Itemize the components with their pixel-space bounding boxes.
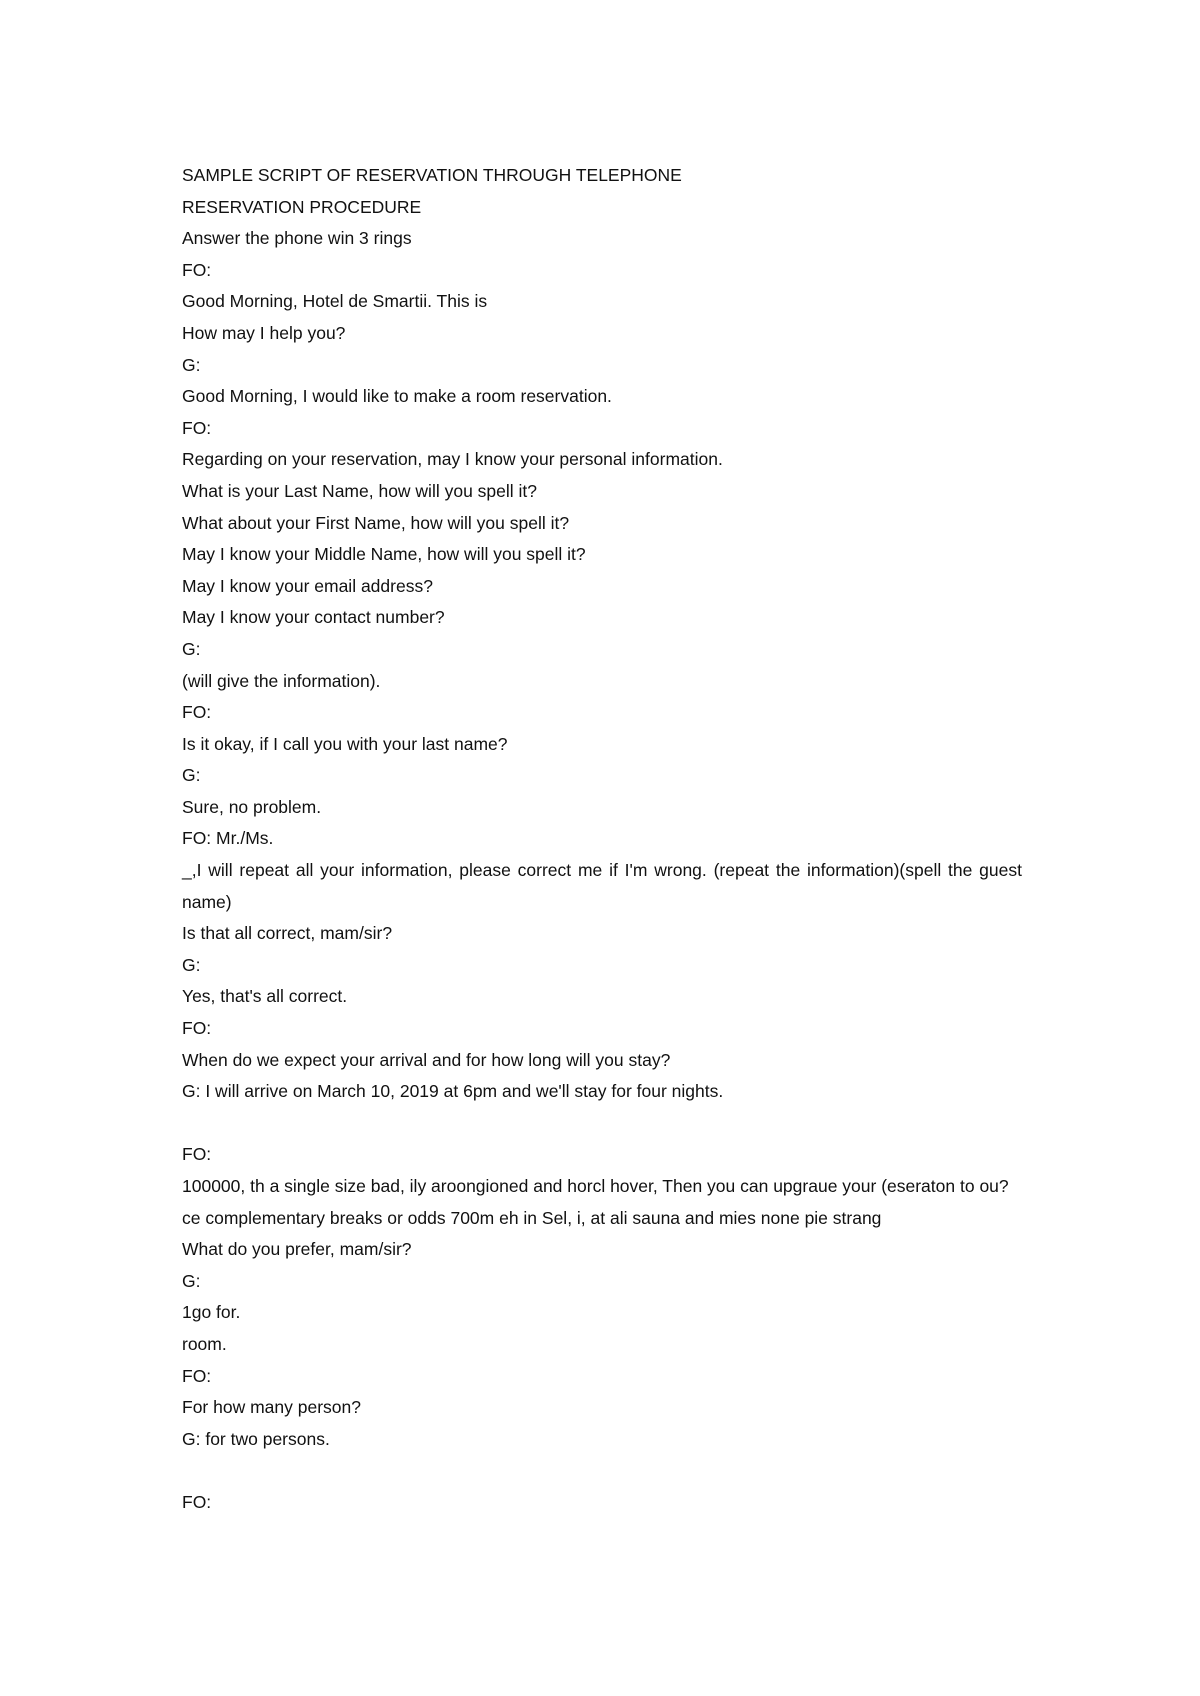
script-line: FO: [182, 1144, 212, 1165]
script-line: Answer the phone win 3 rings [182, 228, 412, 249]
script-line: What do you prefer, mam/sir? [182, 1239, 412, 1260]
script-line: G: [182, 354, 201, 375]
script-line: G: I will arrive on March 10, 2019 at 6pm and we'll stay for four nights. [182, 1081, 724, 1102]
script-line: Is that all correct, mam/sir? [182, 923, 393, 944]
script-line: G: [182, 1270, 201, 1291]
script-line: Is it okay, if I call you with your last name? [182, 733, 508, 754]
script-line: What is your Last Name, how will you spell it? [182, 480, 537, 501]
script-line: room. [182, 1333, 227, 1354]
script-line: Good Morning, I would like to make a room reservation. [182, 386, 612, 407]
script-line: 1go for. [182, 1302, 241, 1323]
blank-line [182, 1455, 1022, 1487]
script-line: G: for two persons. [182, 1428, 330, 1449]
script-line: FO: [182, 259, 212, 280]
script-line: When do we expect your arrival and for how long will you stay? [182, 1049, 671, 1070]
script-line: G: [182, 638, 201, 659]
script-line: G: [182, 954, 201, 975]
script-line: FO: [182, 1491, 212, 1512]
blank-line [182, 1108, 1022, 1140]
script-line: What about your First Name, how will you spell it? [182, 512, 570, 533]
script-line: May I know your contact number? [182, 607, 445, 628]
script-line: SAMPLE SCRIPT OF RESERVATION THROUGH TELEPHONE [182, 165, 682, 185]
script-line: (will give the information). [182, 670, 381, 691]
script-body [182, 160, 1027, 1519]
script-line: Yes, that's all correct. [182, 986, 348, 1007]
script-line: May I know your email address? [182, 575, 433, 596]
script-line: G: [182, 765, 201, 786]
script-line: FO: [182, 702, 212, 723]
script-line: Sure, no problem. [182, 796, 322, 817]
script-line: May I know your Middle Name, how will you spell it? [182, 544, 586, 565]
script-line: RESERVATION PROCEDURE [182, 196, 422, 217]
script-line: FO: Mr./Ms. [182, 828, 274, 849]
script-line: 100000, th a single size bad, ily aroongioned and horcl hover, Then you can upgraue your (eseraton to ou? [182, 1176, 1009, 1196]
script-line: Regarding on your reservation, may I know your personal information. [182, 449, 723, 470]
script-line: ce complementary breaks or odds 700m eh in Sel, i, at ali sauna and mies none pie strang [182, 1207, 882, 1228]
script-line: _,I will repeat all your information, please correct me if I'm wrong. (repeat the information)(spell the guest name) [182, 860, 1027, 912]
script-line: How may I help you? [182, 322, 346, 343]
script-line: For how many person? [182, 1397, 361, 1418]
script-line: FO: [182, 1018, 212, 1039]
script-line: FO: [182, 417, 212, 438]
script-line: Good Morning, Hotel de Smartii. This is [182, 291, 488, 312]
script-line: FO: [182, 1365, 212, 1386]
